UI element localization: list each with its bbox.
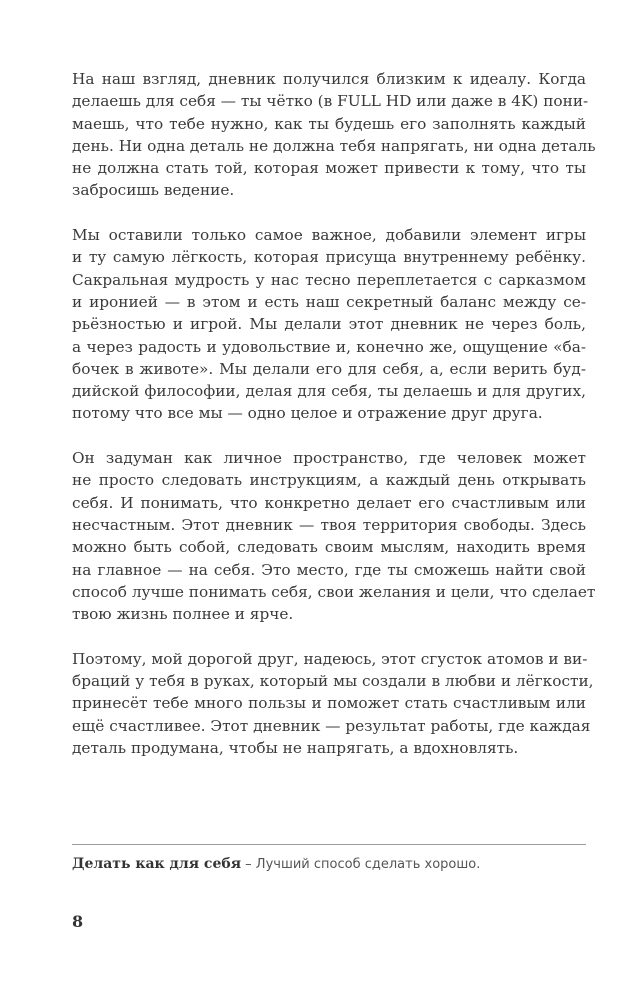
text-line: и иронией — в этом и есть наш секретный баланс между се- [72, 292, 586, 311]
text-line: на главное — на себя. Это место, где ты сможешь найти свой [72, 560, 586, 579]
text-line: не просто следовать инструкциям, а каждый день открывать [72, 471, 586, 490]
text-line: а через радость и удовольствие и, конечно же, ощущение «ба- [72, 337, 586, 356]
text-line: деталь продумана, чтобы не напрягать, а вдохновлять. [72, 738, 519, 757]
text-line: потому что все мы — одно целое и отражение друг друга. [72, 404, 543, 423]
text-line: бочек в животе». Мы делали его для себя, а, если верить буд- [72, 359, 586, 378]
footer-quote [72, 856, 480, 873]
paragraph [72, 224, 586, 425]
text-line: твою жизнь полнее и ярче. [72, 605, 294, 624]
text-line: себя. И понимать, что конкретно делает его счастливым или [72, 493, 586, 512]
text-line: способ лучше понимать себя, свои желания и цели, что сделает [72, 582, 596, 601]
text-line: и ту самую лёгкость, которая присуща внутреннему ребёнку. [72, 248, 586, 267]
divider [72, 844, 586, 845]
text-line: браций у тебя в руках, который мы создали в любви и лёгкости, [72, 672, 594, 691]
text-line: рьёзностью и игрой. Мы делали этот дневник не через боль, [72, 315, 586, 334]
text-line: можно быть собой, следовать своим мыслям, находить время [72, 538, 586, 557]
text-line: несчастным. Этот дневник — твоя территория свободы. Здесь [72, 515, 586, 534]
text-line: Сакральная мудрость у нас тесно переплетается с сарказмом [72, 270, 586, 289]
text-line: ещё счастливее. Этот дневник — результат работы, где каждая [72, 716, 591, 735]
page-number: 8 [72, 912, 84, 931]
text-line: Поэтому, мой дорогой друг, надеюсь, этот сгусток атомов и ви- [72, 649, 588, 668]
paragraph [72, 447, 596, 625]
footer-title: Делать как для себя [72, 856, 242, 872]
text-line: день. Ни одна деталь не должна тебя напрягать, ни одна деталь [72, 136, 596, 155]
text-line: забросишь ведение. [72, 181, 235, 200]
text-line: делаешь для себя — ты чётко (в FULL HD или даже в 4K) пони- [72, 92, 589, 111]
text-line: не должна стать той, которая может привести к тому, что ты [72, 159, 586, 178]
text-line: Он задуман как личное пространство, где человек может [72, 449, 586, 468]
body-text [72, 68, 596, 782]
text-line: маешь, что тебе нужно, как ты будешь его заполнять каждый [72, 114, 586, 133]
text-line: На наш взгляд, дневник получился близким к идеалу. Когда [72, 70, 586, 88]
paragraph [72, 648, 594, 759]
text-line: Мы оставили только самое важное, добавили элемент игры [72, 226, 586, 245]
text-line: принесёт тебе много пользы и поможет стать счастливым или [72, 694, 586, 713]
paragraph [72, 68, 596, 202]
text-line: дийской философии, делая для себя, ты делаешь и для других, [72, 382, 586, 401]
footer-text: – Лучший способ сделать хорошо. [241, 857, 481, 872]
